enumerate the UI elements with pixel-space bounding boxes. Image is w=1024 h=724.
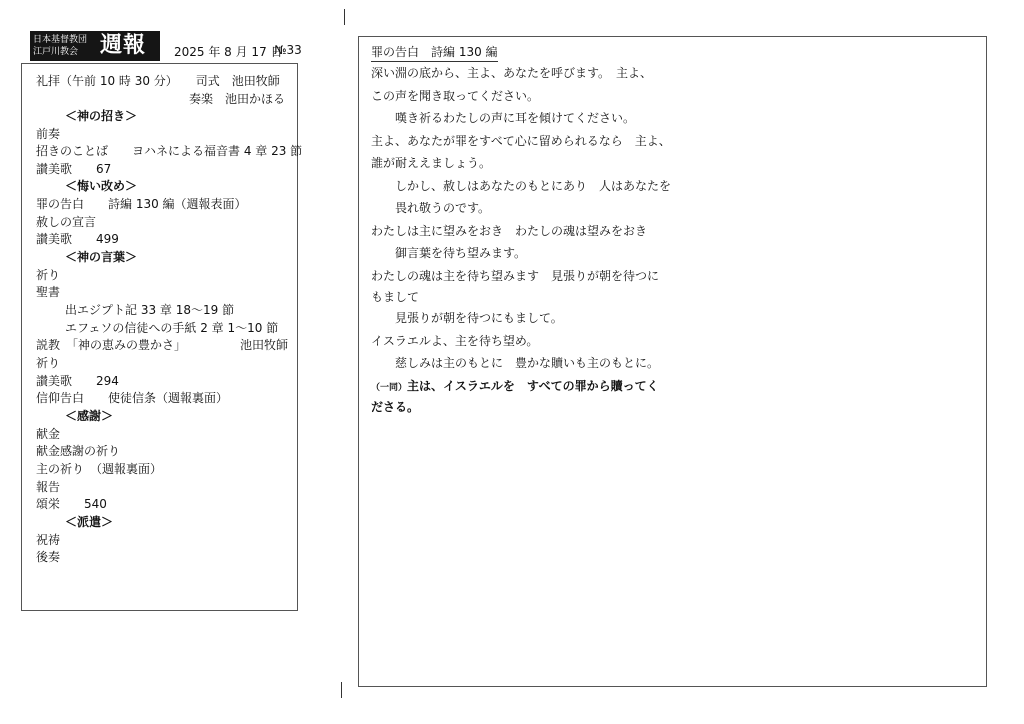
program-line: 頌栄 540 xyxy=(36,497,107,511)
program-line: 献金 xyxy=(36,427,61,441)
program-line: 主の祈り （週報裏面） xyxy=(36,462,163,476)
psalm-line: この声を聞き取ってください。 xyxy=(371,89,540,103)
program-line: 祈り xyxy=(36,356,61,370)
program-section: ＜悔い改め＞ xyxy=(65,179,138,193)
program-section: ＜派遣＞ xyxy=(65,515,114,529)
church-name-line2: 江戸川教会 xyxy=(33,47,79,57)
program-line: 奏楽 池田かほる xyxy=(189,92,286,106)
church-name xyxy=(30,34,97,58)
bulletin-date: 2025 年 8 月 17 日 xyxy=(174,45,283,59)
psalm-line: 誰が耐ええましょう。 xyxy=(371,156,492,170)
response-line: 主は、イスラエルを すべての罪から贖ってく xyxy=(407,379,659,393)
psalm-line: 嘆き祈るわたしの声に耳を傾けてください。 xyxy=(395,111,636,125)
response-line: ださる。 xyxy=(371,400,420,414)
program-line: 祈り xyxy=(36,268,61,282)
program-line: エフェソの信徒への手紙 2 章 1～10 節 xyxy=(65,321,279,335)
program-line: 招きのことば ヨハネによる福音書 4 章 23 節 xyxy=(36,144,303,158)
fold-mark xyxy=(341,682,342,698)
program-line: 説教 「神の恵みの豊かさ」 池田牧師 xyxy=(36,338,289,352)
program-line: 出エジプト記 33 章 18～19 節 xyxy=(65,303,235,317)
confession-panel xyxy=(358,36,987,687)
bulletin-logo xyxy=(30,31,160,61)
confession-title: 罪の告白 詩編 130 編 xyxy=(371,44,498,62)
program-section: ＜神の言葉＞ xyxy=(65,250,138,264)
program-line: 祝祷 xyxy=(36,533,61,547)
congregation-label: （一同） xyxy=(371,383,408,393)
psalm-line: 御言葉を待ち望みます。 xyxy=(395,246,527,260)
church-name-line1: 日本基督教団 xyxy=(33,35,88,45)
program-line: 赦しの宣言 xyxy=(36,215,97,229)
psalm-line: イスラエルよ、主を待ち望め。 xyxy=(371,334,539,348)
program-line: 讃美歌 499 xyxy=(36,232,119,246)
program-line: 讃美歌 67 xyxy=(36,162,112,176)
program-section: ＜感謝＞ xyxy=(65,409,114,423)
program-line: 讃美歌 294 xyxy=(36,374,119,388)
program-line: 罪の告白 詩編 130 編（週報表面） xyxy=(36,197,247,211)
psalm-line: わたしは主に望みをおき わたしの魂は望みをおき xyxy=(371,224,648,238)
psalm-line: 見張りが朝を待つにもまして。 xyxy=(395,311,563,325)
congregation-response xyxy=(371,378,659,396)
psalm-line: 畏れ敬うのです。 xyxy=(395,201,491,215)
psalm-line: わたしの魂は主を待ち望みます 見張りが朝を待つに xyxy=(371,269,660,283)
program-line: 礼拝（午前 10 時 30 分） 司式 池田牧師 xyxy=(36,74,280,88)
psalm-line: しかし、赦しはあなたのもとにあり 人はあなたを xyxy=(395,179,672,193)
program-section: ＜神の招き＞ xyxy=(65,109,138,123)
psalm-line: 主よ、あなたが罪をすべて心に留められるなら 主よ、 xyxy=(371,134,671,148)
issue-number: №33 xyxy=(274,43,302,57)
program-line: 前奏 xyxy=(36,127,61,141)
fold-mark xyxy=(344,9,345,25)
psalm-line: もまして xyxy=(371,290,420,304)
program-line: 信仰告白 使徒信条（週報裏面） xyxy=(36,391,229,405)
program-line: 聖書 xyxy=(36,285,61,299)
order-of-worship xyxy=(21,63,303,611)
program-line: 後奏 xyxy=(36,550,61,564)
psalm-line: 慈しみは主のもとに 豊かな贖いも主のもとに。 xyxy=(395,356,660,370)
psalm-line: 深い淵の底から、主よ、あなたを呼びます。 主よ、 xyxy=(371,66,653,80)
program-line: 報告 xyxy=(36,480,61,494)
program-line: 献金感謝の祈り xyxy=(36,444,121,458)
bulletin-title: 週報 xyxy=(100,33,147,58)
